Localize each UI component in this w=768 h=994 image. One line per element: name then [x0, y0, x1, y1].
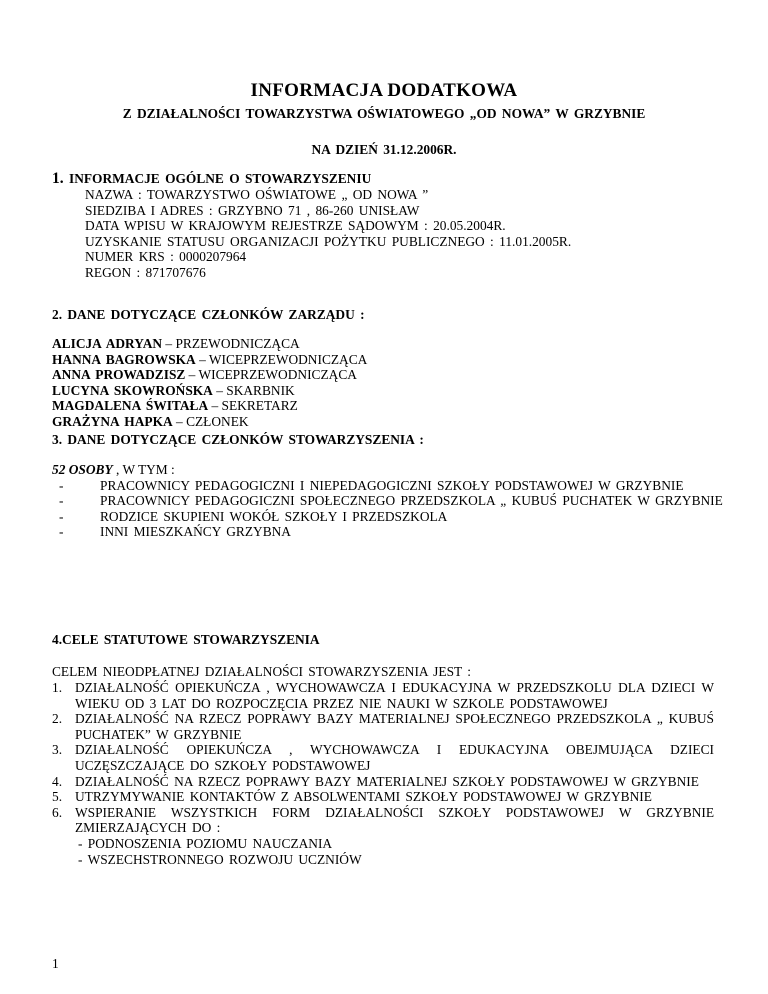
- dash-bullet: -: [59, 477, 64, 493]
- member-group-text: INNI MIESZKAŃCY GRZYBNA: [100, 524, 291, 540]
- board-member: [52, 414, 367, 430]
- goal-number: 3.: [52, 742, 63, 758]
- goal-text: DZIAŁALNOŚĆ NA RZECZ POPRAWY BAZY MATERIALNEJ SPOŁECZNEGO PRZEDSZKOLA „ KUBUŚ PUCHATEK” W GRZYBNIE: [75, 711, 714, 742]
- dash-bullet: -: [59, 508, 64, 524]
- info-line-name: NAZWA : TOWARZYSTWO OŚWIATOWE „ OD NOWA ”: [85, 187, 429, 202]
- goal-number: 6.: [52, 804, 63, 820]
- list-item: [52, 509, 760, 525]
- goal-subitem: - PODNOSZENIA POZIOMU NAUCZANIA: [78, 835, 333, 851]
- list-item: [52, 493, 760, 509]
- board-member: [52, 367, 367, 383]
- goal-text: DZIAŁALNOŚĆ OPIEKUŃCZA , WYCHOWAWCZA I EDUKACYJNA OBEJMUJĄCA DZIECI UCZĘSZCZAJĄCE DO SZKOŁY PODSTAWOWEJ: [75, 742, 714, 773]
- dash-bullet: -: [59, 524, 64, 540]
- page-number: 1: [52, 956, 59, 971]
- goal-number: 2.: [52, 711, 63, 727]
- section-1-number: 1.: [52, 170, 64, 187]
- document-subtitle: Z DZIAŁALNOŚCI TOWARZYSTWA OŚWIATOWEGO „OD NOWA” W GRZYBNIE: [122, 106, 646, 121]
- member-name: ANNA PROWADZISZ: [52, 367, 186, 383]
- member-role: – PRZEWODNICZĄCA: [162, 336, 300, 351]
- member-count-suffix: , W TYM :: [112, 462, 175, 477]
- goal-number: 1.: [52, 680, 63, 695]
- section-4-heading: 4.CELE STATUTOWE STOWARZYSZENIA: [52, 632, 320, 647]
- member-name: MAGDALENA ŚWITAŁA: [52, 398, 209, 414]
- member-name: ALICJA ADRYAN: [52, 336, 163, 351]
- member-group-text: PRACOWNICY PEDAGOGICZNI SPOŁECZNEGO PRZEDSZKOLA „ KUBUŚ PUCHATEK W GRZYBNIE: [100, 493, 723, 509]
- goal-subitem: - WSZECHSTRONNEGO ROZWOJU UCZNIÓW: [78, 851, 362, 867]
- list-item: [52, 524, 760, 540]
- board-member: [52, 383, 367, 399]
- section-3-heading: 3. DANE DOTYCZĄCE CZŁONKÓW STOWARZYSZENIA :: [52, 432, 424, 447]
- document-date: NA DZIEŃ 31.12.2006R.: [311, 142, 457, 157]
- member-role: – SEKRETARZ: [208, 398, 298, 414]
- list-item: [52, 789, 714, 805]
- list-item: [52, 774, 714, 790]
- list-item: [52, 711, 714, 742]
- info-line-registration-date: DATA WPISU W KRAJOWYM REJESTRZE SĄDOWYM : 20.05.2004R.: [85, 218, 506, 234]
- goal-number: 5.: [52, 789, 63, 805]
- list-item: [52, 742, 714, 773]
- member-role: – WICEPRZEWODNICZĄCA: [185, 367, 357, 383]
- goal-text: DZIAŁALNOŚĆ NA RZECZ POPRAWY BAZY MATERIALNEJ SZKOŁY PODSTAWOWEJ W GRZYBNIE: [75, 773, 699, 789]
- board-member: [52, 352, 367, 368]
- list-item: [52, 478, 760, 494]
- member-group-text: RODZICE SKUPIENI WOKÓŁ SZKOŁY I PRZEDSZKOLA: [100, 508, 448, 524]
- info-line-opp-status: UZYSKANIE STATUSU ORGANIZACJI POŻYTKU PUBLICZNEGO : 11.01.2005R.: [85, 233, 572, 249]
- member-name: LUCYNA SKOWROŃSKA: [52, 382, 213, 398]
- member-role: – SKARBNIK: [212, 382, 295, 398]
- document-title: INFORMACJA DODATKOWA: [250, 80, 518, 101]
- member-role: – CZŁONEK: [172, 413, 249, 429]
- association-members: [52, 462, 760, 540]
- info-line-regon: REGON : 871707676: [85, 264, 206, 280]
- board-member: [52, 398, 367, 414]
- list-item: [52, 805, 714, 867]
- list-item: [52, 680, 714, 711]
- goal-text: UTRZYMYWANIE KONTAKTÓW Z ABSOLWENTAMI SZKOŁY PODSTAWOWEJ W GRZYBNIE: [75, 789, 652, 805]
- member-group-text: PRACOWNICY PEDAGOGICZNI I NIEPEDAGOGICZNI SZKOŁY PODSTAWOWEJ W GRZYBNIE: [100, 477, 684, 493]
- board-member: [52, 336, 367, 352]
- goal-text: WSPIERANIE WSZYSTKICH FORM DZIAŁALNOŚCI SZKOŁY PODSTAWOWEJ W GRZYBNIE ZMIERZAJĄCYCH DO :: [75, 804, 714, 836]
- info-line-krs: NUMER KRS : 0000207964: [85, 249, 247, 265]
- goal-number: 4.: [52, 773, 63, 789]
- section-1-heading: [52, 171, 371, 187]
- member-count: 52 OSOBY: [52, 462, 113, 477]
- member-role: – WICEPRZEWODNICZĄCA: [195, 351, 368, 367]
- member-groups-list: [52, 478, 760, 540]
- goals-intro: CELEM NIEODPŁATNEJ DZIAŁALNOŚCI STOWARZYSZENIA JEST :: [52, 664, 472, 679]
- member-name: HANNA BAGROWSKA: [52, 351, 196, 367]
- section-2-heading: 2. DANE DOTYCZĄCE CZŁONKÓW ZARZĄDU :: [52, 307, 365, 322]
- general-info-list: [85, 187, 571, 281]
- member-count-line: [52, 462, 760, 478]
- statutory-goals-list: [52, 680, 714, 867]
- goal-text: DZIAŁALNOŚĆ OPIEKUŃCZA , WYCHOWAWCZA I EDUKACYJNA W PRZEDSZKOLU DLA DZIECI W WIEKU OD 3 LAT DO ROZPOCZĘCIA PRZEZ NIE NAUKI W SZKOLE PODSTAWOWEJ: [75, 680, 714, 711]
- member-name: GRAŻYNA HAPKA: [52, 413, 173, 429]
- board-members-list: [52, 336, 367, 430]
- info-line-address: SIEDZIBA I ADRES : GRZYBNO 71 , 86-260 UNISŁAW: [85, 202, 420, 218]
- section-1-title: INFORMACJE OGÓLNE O STOWARZYSZENIU: [68, 171, 372, 186]
- dash-bullet: -: [59, 493, 64, 509]
